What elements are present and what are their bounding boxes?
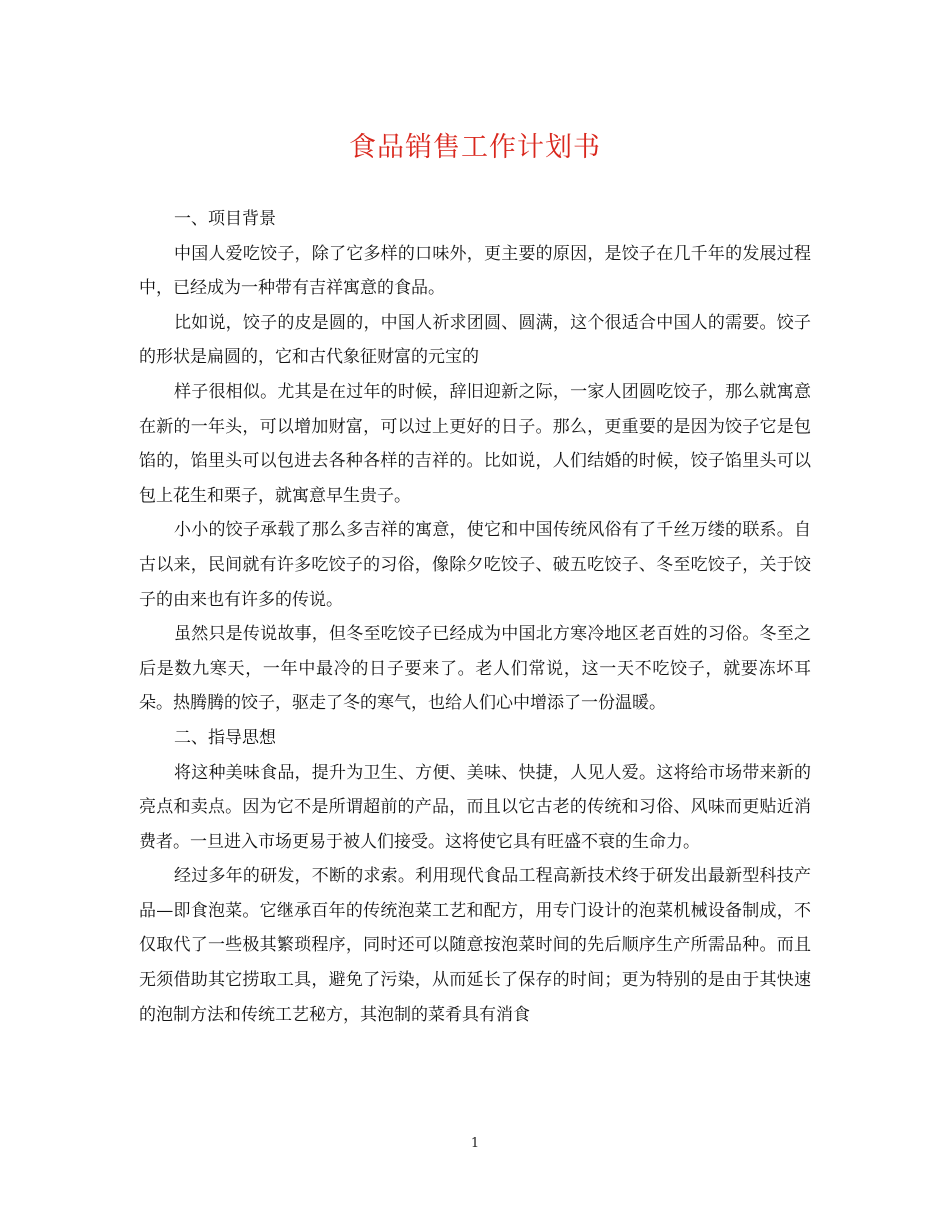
section-heading-background: 一、项目背景 bbox=[174, 209, 276, 229]
paragraph: 经过多年的研发，不断的求索。利用现代食品工程高新技术终于研发出最新型科技产品—即食泡菜。它继承百年的传统泡菜工艺和配方，用专门设计的泡菜机械设备制成，不仅取代了一些极其繁琐程序，同时还可以随意按泡菜时间的先后顺序生产所需品种。而且无须借助其它捞取工具，避免了污染，从而延长了保存的时间；更为特别的是由于其快速的泡制方法和传统工艺秘方，其泡制的菜肴具有消食 bbox=[139, 866, 811, 1025]
paragraph: 样子很相似。尤其是在过年的时候，辞旧迎新之际，一家人团圆吃饺子，那么就寓意在新的一年头，可以增加财富，可以过上更好的日子。那么，更重要的是因为饺子它是包馅的，馅里头可以包进去各种各样的吉祥的。比如说，人们结婚的时候，饺子馅里头可以包上花生和栗子，就寓意早生贵子。 bbox=[139, 381, 811, 506]
paragraph: 中国人爱吃饺子，除了它多样的口味外，更主要的原因，是饺子在几千年的发展过程中，已经成为一种带有吉祥寓意的食品。 bbox=[139, 243, 811, 299]
document-body bbox=[139, 202, 811, 1032]
paragraph: 比如说，饺子的皮是圆的，中国人祈求团圆、圆满，这个很适合中国人的需要。饺子的形状是扁圆的，它和古代象征财富的元宝的 bbox=[139, 312, 811, 368]
paragraph: 将这种美味食品，提升为卫生、方便、美味、快捷，人见人爱。这将给市场带来新的亮点和卖点。因为它不是所谓超前的产品，而且以它古老的传统和习俗、风味而更贴近消费者。一旦进入市场更易于被人们接受。这将使它具有旺盛不衰的生命力。 bbox=[139, 762, 811, 852]
paragraph: 小小的饺子承载了那么多吉祥的寓意，使它和中国传统风俗有了千丝万缕的联系。自古以来，民间就有许多吃饺子的习俗，像除夕吃饺子、破五吃饺子、冬至吃饺子，关于饺子的由来也有许多的传说。 bbox=[139, 520, 811, 610]
section-heading-guiding-ideas: 二、指导思想 bbox=[174, 727, 276, 748]
paragraph: 虽然只是传说故事，但冬至吃饺子已经成为中国北方寒冷地区老百姓的习俗。冬至之后是数九寒天，一年中最冷的日子要来了。老人们常说，这一天不吃饺子，就要冻坏耳朵。热腾腾的饺子，驱走了冬的寒气，也给人们心中增添了一份温暖。 bbox=[139, 624, 811, 714]
document-title: 食品销售工作计划书 bbox=[349, 132, 601, 163]
page-number: 1 bbox=[470, 1136, 480, 1151]
